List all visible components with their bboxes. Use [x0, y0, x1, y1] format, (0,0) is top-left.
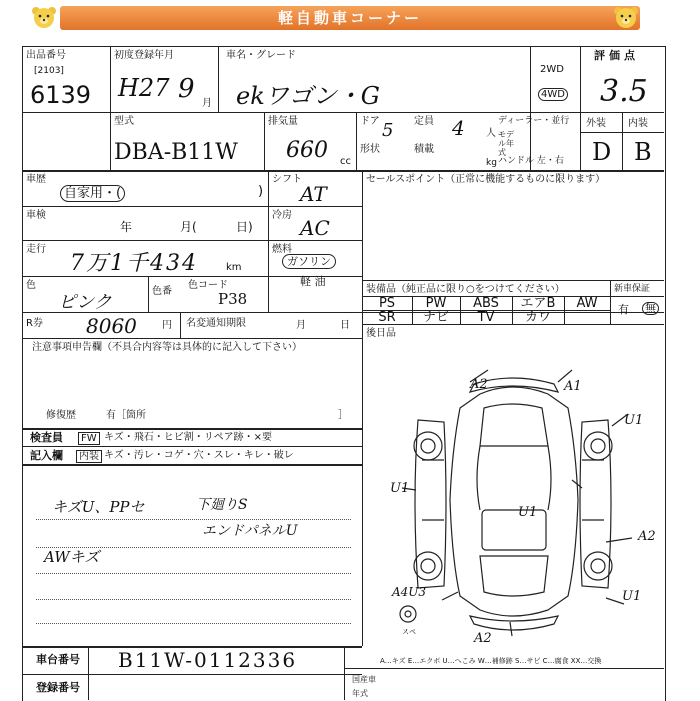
shift-label: シフト	[272, 174, 302, 185]
lot-number: 6139	[30, 81, 92, 109]
load-label: 積載	[414, 144, 434, 155]
recycle-label: R券	[26, 318, 43, 329]
color-value: ピンク	[58, 292, 112, 313]
equipment-aw: AW	[576, 296, 598, 311]
equipment-navi: ナビ	[422, 310, 449, 325]
lot-code: [2103]	[34, 66, 64, 76]
ac-value: AC	[300, 216, 330, 240]
doors-label: ドア	[360, 116, 380, 127]
fuel-gasoline: ガソリン	[282, 254, 336, 269]
note-4: AWキズ	[44, 548, 100, 566]
repair-label: 修復歴	[46, 410, 76, 421]
damage-label: U1	[622, 589, 642, 604]
storage-label: 後日品	[366, 328, 396, 339]
equipment-abs: ABS	[473, 296, 499, 311]
nc-month: 月	[296, 320, 306, 331]
score-value: 3.5	[600, 74, 648, 109]
score-label: 評価点	[594, 49, 639, 62]
damage-label: A1	[564, 379, 582, 394]
damage-label: A2	[638, 529, 656, 544]
fw-label: FW	[78, 432, 100, 445]
spare-label: スペ	[402, 628, 416, 636]
equipment-pw: PW	[425, 296, 447, 311]
doors-value: 5	[382, 120, 394, 141]
history-value: 自家用・(	[60, 182, 125, 201]
note-1: キズU、PPセ	[52, 498, 145, 516]
displacement-value: 660	[286, 138, 328, 163]
drive-2wd: 2WD	[540, 64, 564, 75]
first-reg-label: 初度登録年月	[114, 50, 174, 61]
shape-label: 形状	[360, 144, 380, 155]
cc-unit: cc	[340, 156, 351, 167]
model-name-label: 車名・グレード	[226, 50, 296, 61]
inspection-day: 日)	[236, 220, 253, 234]
interior-grade: B	[634, 138, 652, 166]
model-name: ekワゴン・G	[236, 82, 380, 110]
mileage-value: 7万1千434	[70, 251, 198, 276]
damage-legend: A…キズ E…エクボ U…へこみ W…補修跡 S…サビ C…腐食 XX…交換	[380, 657, 602, 665]
damage-label: A4U3	[392, 585, 427, 599]
equipment-sr: SR	[378, 310, 396, 325]
damage-label: U1	[624, 413, 644, 428]
fuel-light-oil: 軽 油	[300, 275, 326, 288]
inspector-label: 検査員	[30, 431, 63, 444]
lot-label: 出品番号	[26, 50, 66, 61]
repair-value: 有［箇所	[106, 410, 146, 421]
exterior-label: 外装	[586, 118, 606, 129]
nc-day: 日	[340, 320, 350, 331]
damage-label: A2	[474, 631, 492, 646]
yen-unit: 円	[162, 320, 172, 331]
sales-point-label: セールスポイント（正常に機能するものに限ります）	[366, 174, 606, 185]
damage-label: U1	[518, 505, 538, 520]
handle-label: ハンドル 左・右	[498, 156, 564, 166]
displacement-label: 排気量	[268, 116, 298, 127]
mileage-label: 走行	[26, 244, 46, 255]
chassis-value: B11W-0112336	[118, 648, 298, 672]
interior-check-label: 内装	[76, 450, 102, 463]
equipment-tv: TV	[477, 310, 495, 325]
interior-items: キズ・汚レ・コゲ・穴・スレ・キレ・破レ	[104, 450, 294, 461]
equipment-ps: PS	[378, 296, 396, 311]
inspection-year: 年	[120, 220, 133, 234]
inspection-label: 車検	[26, 210, 46, 221]
first-reg-year: H27	[118, 74, 170, 102]
name-change-label: 名変通知期限	[186, 318, 246, 329]
shift-value: AT	[300, 182, 327, 206]
type-label: 型式	[114, 116, 134, 127]
damage-label: U1	[390, 481, 410, 496]
registration-label: 登録番号	[36, 681, 80, 694]
car-damage-diagram	[362, 360, 664, 646]
entry-label: 記入欄	[30, 449, 63, 462]
bear-logo-icon	[612, 5, 640, 31]
equipment-leather: カワ	[524, 310, 551, 325]
drive-4wd: 4WD	[538, 88, 568, 101]
interior-label: 内装	[628, 118, 648, 129]
note-2: 下廻りS	[196, 497, 248, 513]
year-label: 年式	[352, 689, 368, 698]
fw-items: キズ・飛石・ヒビ割・リペア跡・×要	[104, 432, 272, 443]
color-code-label: 色コード	[188, 280, 228, 291]
equipment-airbag: エアB	[520, 296, 556, 311]
warranty-no: 無	[642, 302, 659, 315]
color-code-value: P38	[218, 290, 248, 308]
domestic-label: 国産車	[352, 675, 376, 684]
color-no-label: 色番	[152, 286, 172, 297]
km-unit: km	[226, 262, 242, 273]
capacity-value: 4	[452, 116, 465, 140]
equipment-label: 装備品（純正品に限り○をつけてください）	[366, 284, 565, 295]
recycle-value: 8060	[86, 314, 137, 338]
notes-label: 注意事項申告欄（不具合内容等は具体的に記入して下さい）	[32, 342, 302, 353]
fuel-label: 燃料	[272, 244, 292, 255]
warranty-yes: 有	[618, 303, 629, 316]
banner-title: 軽自動車コーナー	[277, 9, 422, 27]
person-unit: 人	[486, 128, 496, 139]
ac-label: 冷房	[272, 210, 292, 221]
type-value: DBA-B11W	[114, 140, 238, 165]
inspection-month: 月(	[180, 220, 197, 234]
first-reg-month: 9	[178, 74, 195, 104]
dealer-label: ディーラー・並行	[498, 116, 570, 126]
capacity-label: 定員	[414, 116, 434, 127]
model-year-label: モデル年式	[498, 130, 514, 157]
history-close: )	[258, 184, 264, 199]
new-car-warranty-label: 新車保証	[614, 284, 651, 294]
repair-close: ］	[338, 410, 348, 421]
exterior-grade: D	[592, 138, 612, 166]
color-label: 色	[26, 280, 36, 291]
note-3: エンドパネルU	[202, 523, 298, 539]
damage-label: A2	[470, 377, 488, 392]
bear-logo-icon	[30, 5, 58, 31]
chassis-label: 車台番号	[36, 653, 80, 666]
month-unit: 月	[202, 98, 212, 109]
history-label: 車歴	[26, 174, 46, 185]
kg-unit: kg	[486, 158, 497, 168]
